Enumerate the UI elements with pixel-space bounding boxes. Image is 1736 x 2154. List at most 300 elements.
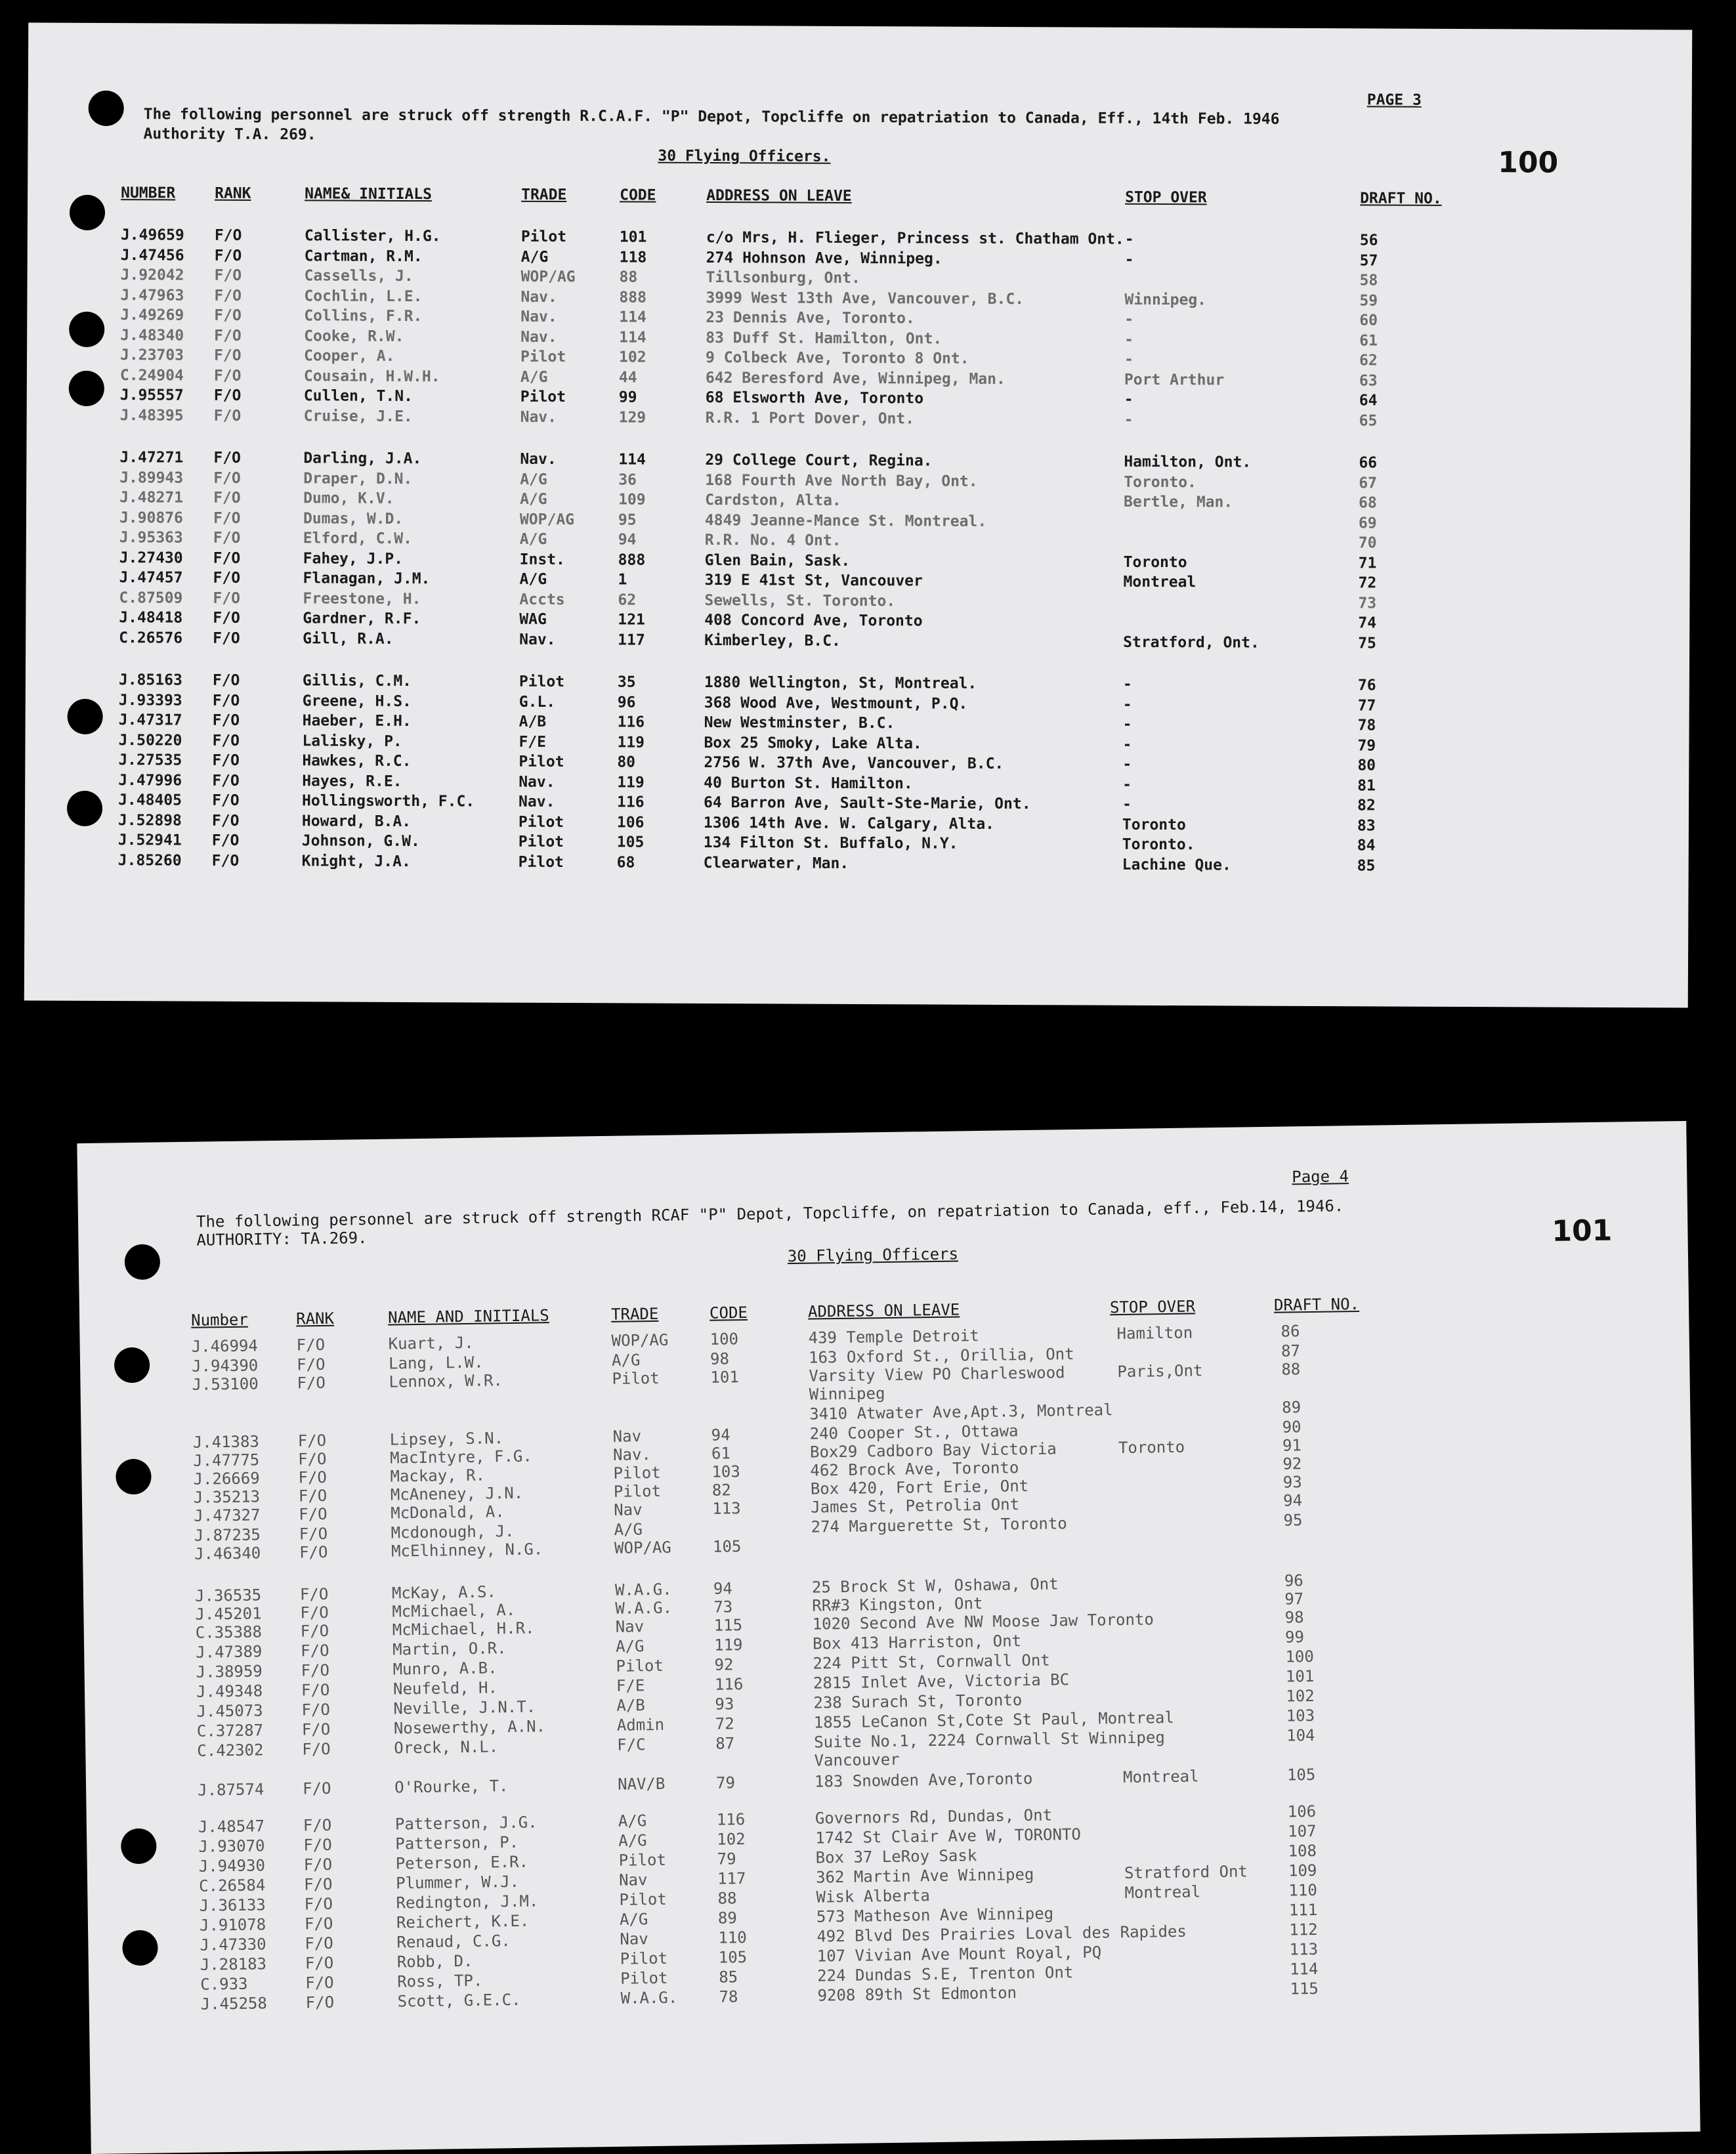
cell-draft: 112 [1289, 1920, 1318, 1939]
cell-rank: F/O [300, 1621, 329, 1641]
cell-draft: 83 [1357, 816, 1376, 834]
cell-draft: 95 [1283, 1511, 1303, 1530]
cell-address: Sewells, St. Toronto. [704, 591, 896, 610]
cell-stopover: Lachine Que. [1122, 856, 1231, 874]
cell-trade: Pilot [520, 228, 567, 246]
cell-rank: F/O [297, 1449, 327, 1469]
section-title: 30 Flying Officers. [658, 147, 831, 165]
cell-number: C.42302 [197, 1741, 264, 1760]
cell-draft: 64 [1359, 392, 1378, 410]
cell-trade: NAV/B [617, 1774, 666, 1794]
punch-hole [114, 1347, 150, 1383]
cell-rank: F/O [213, 529, 241, 547]
cell-name: Patterson, J.G. [394, 1813, 538, 1834]
cell-number: J.47996 [118, 771, 182, 790]
cell-code: 100 [709, 1330, 739, 1349]
cell-rank: F/O [213, 549, 241, 567]
cell-name: Collins, F.R. [304, 307, 423, 326]
cell-rank: F/O [213, 569, 241, 587]
cell-name: Knight, J.A. [301, 852, 411, 870]
cell-trade: A/G [519, 570, 547, 588]
cell-draft: 62 [1359, 352, 1378, 370]
cell-name: Munro, A.B. [392, 1658, 498, 1679]
cell-rank: F/O [296, 1355, 326, 1374]
cell-draft: 71 [1358, 554, 1377, 572]
cell-address: 368 Wood Ave, Westmount, P.Q. [704, 694, 968, 713]
punch-hole [67, 791, 102, 826]
cell-stopover: Toronto [1122, 816, 1186, 834]
cell-code: 102 [717, 1830, 746, 1849]
cell-draft: 86 [1281, 1322, 1300, 1341]
cell-code: 105 [712, 1537, 742, 1556]
cell-name: Callister, H.G. [304, 227, 441, 245]
cell-code: 72 [715, 1714, 734, 1733]
cell-number: J.46340 [194, 1544, 261, 1563]
cell-draft: 108 [1288, 1841, 1317, 1861]
cell-name: Lalisky, P. [302, 732, 402, 750]
cell-number: C.35388 [195, 1622, 263, 1642]
cell-rank: F/O [212, 732, 240, 750]
cell-number: J.28183 [200, 1954, 267, 1974]
cell-code: 36 [618, 471, 637, 489]
column-header-name: NAME& INITIALS [305, 185, 433, 203]
cell-code: 117 [618, 631, 645, 649]
cell-draft: 103 [1286, 1706, 1315, 1725]
cell-trade: Pilot [616, 1656, 664, 1676]
cell-stopover: - [1124, 251, 1134, 268]
cell-rank: F/O [213, 489, 241, 507]
cell-number: C.24904 [119, 366, 184, 385]
cell-stopover: - [1124, 230, 1134, 248]
cell-trade: Inst. [519, 551, 566, 568]
cell-number: J.87574 [197, 1780, 265, 1800]
section-title: 30 Flying Officers [787, 1244, 959, 1266]
cell-rank: F/O [213, 407, 242, 425]
cell-stopover: Toronto. [1124, 473, 1197, 491]
cell-number: J.53100 [192, 1374, 259, 1394]
cell-draft: 63 [1359, 371, 1378, 389]
cell-stopover: - [1122, 795, 1132, 813]
cell-code: 68 [616, 853, 635, 872]
cell-draft: 111 [1288, 1900, 1318, 1920]
cell-name: Oreck, N.L. [394, 1737, 499, 1758]
cell-number: J.47963 [120, 286, 184, 305]
cell-rank: F/O [305, 1993, 335, 2012]
cell-trade: Pilot [519, 673, 565, 691]
cell-code: 105 [616, 834, 645, 851]
cell-name: Haeber, E.H. [302, 712, 412, 730]
cell-trade: Pilot [518, 853, 564, 871]
cell-address: 168 Fourth Ave North Bay, Ont. [705, 471, 978, 490]
cell-draft: 85 [1357, 856, 1376, 874]
cell-code: 95 [618, 511, 637, 529]
cell-draft: 82 [1357, 797, 1376, 814]
cell-address: 29 College Court, Regina. [705, 451, 933, 470]
column-header-draft: DRAFT NO. [1273, 1294, 1360, 1315]
cell-rank: F/O [212, 751, 240, 769]
cell-rank: F/O [298, 1486, 328, 1506]
column-header-trade: TRADE [521, 186, 567, 204]
cell-name: Neufeld, H. [392, 1678, 498, 1699]
punch-hole [125, 1244, 161, 1280]
cell-number: J.87235 [194, 1525, 261, 1545]
cell-address: 2815 Inlet Ave, Victoria BC [813, 1670, 1070, 1693]
cell-stopover: Montreal [1122, 1767, 1199, 1787]
cell-name: Elford, C.W. [303, 530, 413, 548]
cell-address: 319 E 41st St, Vancouver [704, 571, 923, 590]
cell-trade: Nav [614, 1500, 643, 1519]
cell-address: 224 Dundas S.E, Trenton Ont [816, 1963, 1074, 1985]
cell-number: J.89943 [119, 469, 184, 487]
cell-code: 35 [617, 673, 636, 691]
cell-address: 240 Cooper St., Ottawa [809, 1422, 1019, 1443]
cell-address: Cardston, Alta. [705, 491, 841, 509]
cell-draft: 79 [1357, 736, 1376, 754]
cell-number: J.47330 [200, 1935, 266, 1954]
cell-rank: F/O [305, 1953, 334, 1973]
punch-hole [70, 195, 105, 230]
cell-trade: Pilot [619, 1890, 667, 1909]
cell-name: Hawkes, R.C. [302, 752, 412, 771]
cell-name: Lang, L.W. [388, 1353, 484, 1373]
cell-trade: A/G [615, 1637, 645, 1656]
cell-rank: F/O [301, 1680, 330, 1700]
cell-draft: 99 [1284, 1628, 1305, 1647]
cell-name: Draper, D.N. [303, 469, 413, 488]
header-line: The following personnel are struck off strength RCAF "P" Depot, Topcliffe, on repatriation to Canada, eff., Feb.14, 1946. [196, 1196, 1344, 1231]
cell-number: J.92042 [120, 266, 184, 284]
cell-stopover: - [1122, 736, 1132, 753]
cell-name: McAneney, J.N. [390, 1483, 524, 1504]
cell-trade: A/G [614, 1520, 643, 1539]
cell-rank: F/O [303, 1874, 333, 1894]
cell-rank: F/O [213, 347, 242, 364]
cell-rank: F/O [299, 1584, 329, 1604]
cell-trade: W.A.G. [614, 1580, 672, 1599]
cell-draft: 93 [1282, 1473, 1302, 1492]
cell-address: Winnipeg [809, 1384, 885, 1404]
cell-draft: 106 [1287, 1802, 1317, 1821]
cell-address: 274 Hohnson Ave, Winnipeg. [706, 249, 942, 268]
cell-name: McMichael, A. [392, 1600, 516, 1621]
cell-draft: 87 [1281, 1341, 1301, 1361]
cell-trade: WOP/AG [520, 268, 576, 286]
cell-draft: 91 [1282, 1436, 1302, 1455]
cell-number: J.49659 [120, 226, 184, 244]
cell-draft: 61 [1359, 331, 1378, 349]
cell-address: 83 Duff St. Hamilton, Ont. [706, 329, 942, 348]
document-page-3 [24, 22, 1692, 1007]
cell-address: 183 Snowden Ave,Toronto [814, 1769, 1033, 1791]
cell-trade: Pilot [520, 388, 566, 406]
cell-name: Hollingsworth, F.C. [302, 792, 475, 811]
cell-number: J.45073 [196, 1701, 263, 1721]
column-header-address: ADDRESS ON LEAVE [807, 1300, 960, 1321]
cell-address: Glen Bain, Sask. [704, 551, 851, 570]
cell-address: Wisk Alberta [816, 1886, 931, 1907]
cell-code: 888 [618, 551, 646, 569]
cell-number: J.47327 [194, 1506, 261, 1525]
cell-address: James St, Petrolia Ont [811, 1495, 1020, 1517]
cell-stopover: Hamilton, Ont. [1124, 453, 1252, 471]
cell-rank: F/O [214, 306, 242, 324]
cell-trade: Nav [612, 1427, 642, 1446]
cell-draft: 101 [1285, 1666, 1315, 1686]
cell-name: Howard, B.A. [301, 812, 412, 830]
punch-hole [116, 1459, 152, 1495]
cell-name: McElhinney, N.G. [391, 1540, 543, 1561]
cell-number: J.48418 [119, 609, 183, 627]
cell-draft: 114 [1289, 1959, 1319, 1979]
cell-name: McDonald, A. [391, 1502, 505, 1523]
cell-address: 163 Oxford St., Orillia, Ont [808, 1345, 1074, 1367]
cell-rank: F/O [214, 247, 242, 264]
cell-code: 101 [619, 228, 647, 246]
cell-code: 118 [619, 248, 647, 266]
cell-number: J.49269 [120, 306, 184, 324]
cell-trade: A/G [520, 471, 547, 488]
cell-rank: F/O [302, 1739, 331, 1759]
cell-code: 114 [618, 451, 646, 469]
cell-trade: F/E [616, 1676, 645, 1695]
cell-number: J.94390 [191, 1356, 259, 1376]
cell-name: Cartman, R.M. [304, 247, 423, 265]
cell-stopover: - [1122, 776, 1132, 793]
column-header-stopover: STOP OVER [1125, 188, 1207, 207]
cell-rank: F/O [213, 629, 240, 647]
cell-name: Cooper, A. [303, 347, 395, 365]
cell-code: 116 [714, 1675, 744, 1694]
cell-address: R.R. No. 4 Ont. [704, 531, 841, 549]
cell-number: J.52898 [117, 811, 182, 830]
cell-rank: F/O [301, 1720, 331, 1739]
column-header-address: ADDRESS ON LEAVE [706, 186, 852, 205]
cell-draft: 97 [1284, 1590, 1304, 1609]
cell-draft: 92 [1282, 1454, 1302, 1473]
cell-address: 1880 Wellington, St, Montreal. [704, 673, 977, 692]
cell-rank: F/O [296, 1335, 326, 1355]
cell-trade: Nav. [612, 1445, 652, 1464]
cell-code: 92 [714, 1655, 734, 1674]
cell-name: Mcdonough, J. [391, 1521, 515, 1542]
cell-code: 102 [618, 348, 646, 366]
cell-stopover: Bertle, Man. [1124, 493, 1233, 511]
cell-stopover: - [1122, 715, 1132, 733]
cell-trade: Nav [618, 1870, 648, 1890]
cell-number: C.87509 [119, 589, 183, 607]
cell-number: J.47775 [192, 1450, 260, 1470]
cell-code: 73 [713, 1597, 733, 1616]
cell-draft: 57 [1359, 251, 1378, 269]
cell-trade: Pilot [612, 1368, 660, 1388]
cell-trade: G.L. [519, 693, 556, 711]
cell-name: Renaud, C.G. [396, 1932, 511, 1952]
cell-draft: 113 [1289, 1939, 1319, 1959]
cell-address: Vancouver [814, 1750, 900, 1770]
cell-address: Box 420, Fort Erie, Ont [810, 1477, 1029, 1498]
cell-address: Kimberley, B.C. [704, 631, 841, 650]
cell-stopover: - [1124, 391, 1133, 408]
column-header-code: CODE [709, 1303, 748, 1322]
cell-address: 134 Filton St. Buffalo, N.Y. [703, 834, 958, 853]
cell-number: J.85163 [118, 671, 182, 689]
cell-rank: F/O [301, 1700, 331, 1720]
cell-code: 87 [715, 1734, 735, 1753]
cell-address: 274 Marguerette St, Toronto [811, 1514, 1067, 1536]
cell-address: Governors Rd, Dundas, Ont [815, 1806, 1053, 1828]
cell-draft: 104 [1286, 1725, 1315, 1745]
cell-number: J.49348 [196, 1681, 263, 1701]
punch-hole [69, 371, 104, 406]
cell-rank: F/O [211, 812, 240, 830]
cell-trade: A/G [520, 490, 547, 508]
cell-draft: 88 [1281, 1360, 1301, 1379]
cell-name: Scott, G.E.C. [397, 1990, 521, 2011]
cell-address: 68 Elsworth Ave, Toronto [705, 389, 924, 408]
cell-draft: 74 [1358, 614, 1377, 632]
cell-draft: 56 [1359, 232, 1378, 249]
cell-code: 44 [618, 368, 637, 387]
cell-draft: 94 [1282, 1491, 1303, 1510]
cell-number: J.47271 [119, 449, 184, 467]
cell-rank: F/O [304, 1894, 333, 1914]
cell-code: 79 [717, 1849, 736, 1869]
cell-code: 99 [618, 389, 637, 406]
cell-rank: F/O [213, 609, 240, 627]
cell-name: O'Rourke, T. [394, 1777, 509, 1797]
cell-number: J.90876 [119, 509, 183, 527]
cell-number: C.37287 [196, 1721, 264, 1741]
column-header-trade: TRADE [610, 1304, 659, 1324]
cell-trade: Nav. [519, 631, 556, 648]
cell-number: J.41383 [192, 1432, 260, 1452]
cell-name: Kuart, J. [388, 1333, 474, 1353]
punch-hole [89, 91, 124, 126]
cell-trade: WOP/AG [614, 1538, 671, 1557]
cell-trade: F/C [617, 1735, 646, 1754]
cell-code: 78 [719, 1987, 738, 2006]
cell-address: 23 Dennis Ave, Toronto. [706, 308, 915, 327]
cell-name: Martin, O.R. [392, 1639, 507, 1659]
cell-rank: F/O [304, 1914, 333, 1933]
cell-address: 40 Burton St. Hamilton. [704, 774, 913, 792]
cell-draft: 59 [1359, 291, 1378, 309]
column-header-draft: DRAFT NO. [1360, 190, 1442, 207]
cell-draft: 58 [1359, 272, 1378, 289]
cell-address: 64 Barron Ave, Sault-Ste-Marie, Ont. [704, 793, 1031, 813]
cell-name: Cousain, H.W.H. [303, 367, 440, 385]
page-number: Page 4 [1292, 1167, 1349, 1187]
cell-number: J.45258 [200, 1994, 268, 2014]
cell-trade: A/G [618, 1831, 647, 1850]
cell-draft: 96 [1284, 1571, 1303, 1590]
cell-address: c/o Mrs, H. Flieger, Princess st. Chatham Ont. [706, 228, 1124, 248]
cell-address: 1306 14th Ave. W. Calgary, Alta. [703, 814, 995, 833]
column-header-number: Number [190, 1310, 249, 1330]
cell-stopover: - [1124, 411, 1133, 429]
cell-code: 106 [616, 813, 645, 832]
cell-draft: 89 [1281, 1398, 1302, 1417]
cell-rank: F/O [214, 226, 242, 244]
cell-trade: Pilot [620, 1949, 668, 1968]
cell-stopover: Toronto [1118, 1437, 1185, 1458]
cell-rank: F/O [213, 589, 241, 607]
cell-number: J.27430 [119, 549, 183, 567]
cell-number: J.47317 [118, 711, 182, 729]
cell-rank: F/O [212, 711, 240, 729]
header-line: The following personnel are struck off strength R.C.A.F. "P" Depot, Topcliffe on repatriation to Canada, Eff., 14th Feb. 1946 [143, 106, 1280, 128]
cell-address: 1742 St Clair Ave W, TORONTO [815, 1825, 1081, 1848]
cell-draft: 60 [1359, 312, 1378, 329]
cell-code: 98 [709, 1349, 730, 1368]
cell-address: 224 Pitt St, Cornwall Ont [813, 1651, 1050, 1673]
cell-code: 117 [717, 1869, 746, 1888]
cell-rank: F/O [297, 1431, 327, 1450]
cell-trade: Pilot [520, 348, 566, 366]
cell-rank: F/O [212, 792, 240, 809]
cell-code: 94 [713, 1579, 733, 1598]
cell-rank: F/O [214, 287, 242, 305]
cell-rank: F/O [212, 772, 240, 790]
cell-trade: WOP/AG [611, 1330, 669, 1350]
cell-rank: F/O [303, 1835, 332, 1855]
cell-code: 115 [713, 1616, 743, 1635]
cell-rank: F/O [212, 671, 240, 689]
cell-code: 116 [716, 1810, 746, 1829]
cell-number: J.94930 [198, 1856, 266, 1876]
cell-code: 109 [618, 491, 646, 509]
cell-trade: Admin [616, 1715, 665, 1735]
cell-trade: Nav. [520, 288, 557, 306]
cell-rank: F/O [305, 1933, 333, 1953]
cell-rank: F/O [214, 266, 242, 284]
cell-rank: F/O [211, 832, 240, 849]
cell-rank: F/O [298, 1468, 328, 1487]
cell-draft: 76 [1357, 677, 1376, 694]
cell-draft: 73 [1358, 594, 1377, 612]
cell-number: J.38959 [196, 1662, 263, 1681]
cell-rank: F/O [299, 1524, 328, 1544]
cell-trade: Nav [615, 1617, 645, 1636]
cell-number: J.45201 [195, 1604, 262, 1624]
cell-stopover: Port Arthur [1124, 371, 1225, 389]
cell-draft: 107 [1287, 1821, 1317, 1841]
cell-trade: Nav. [520, 308, 557, 326]
punch-hole [69, 312, 104, 347]
cell-address: 25 Brock St W, Oshawa, Ont [811, 1574, 1059, 1597]
cell-address: 2756 W. 37th Ave, Vancouver, B.C. [704, 753, 1004, 772]
cell-name: Cassells, J. [304, 267, 413, 285]
cell-address: Box 25 Smoky, Lake Alta. [704, 734, 922, 752]
cell-stopover: - [1122, 675, 1132, 693]
cell-code: 94 [618, 531, 637, 549]
cell-address: Clearwater, Man. [703, 854, 849, 872]
cell-draft: 110 [1288, 1880, 1317, 1900]
cell-code: 61 [711, 1444, 731, 1463]
cell-name: Cochlin, L.E. [304, 287, 423, 305]
authority-line: Authority T.A. 269. [143, 125, 316, 144]
cell-stopover: Toronto [1123, 553, 1187, 571]
cell-number: C.26576 [119, 629, 183, 647]
cell-number: J.85260 [117, 851, 182, 870]
cell-code: 888 [619, 288, 647, 306]
cell-number: J.48405 [118, 792, 182, 809]
authority-line: AUTHORITY: TA.269. [196, 1229, 368, 1250]
cell-number: J.91078 [199, 1915, 266, 1935]
cell-draft: 75 [1358, 634, 1376, 652]
cell-code: 121 [618, 611, 645, 629]
cell-address: 9208 89th St Edmonton [817, 1983, 1017, 2005]
